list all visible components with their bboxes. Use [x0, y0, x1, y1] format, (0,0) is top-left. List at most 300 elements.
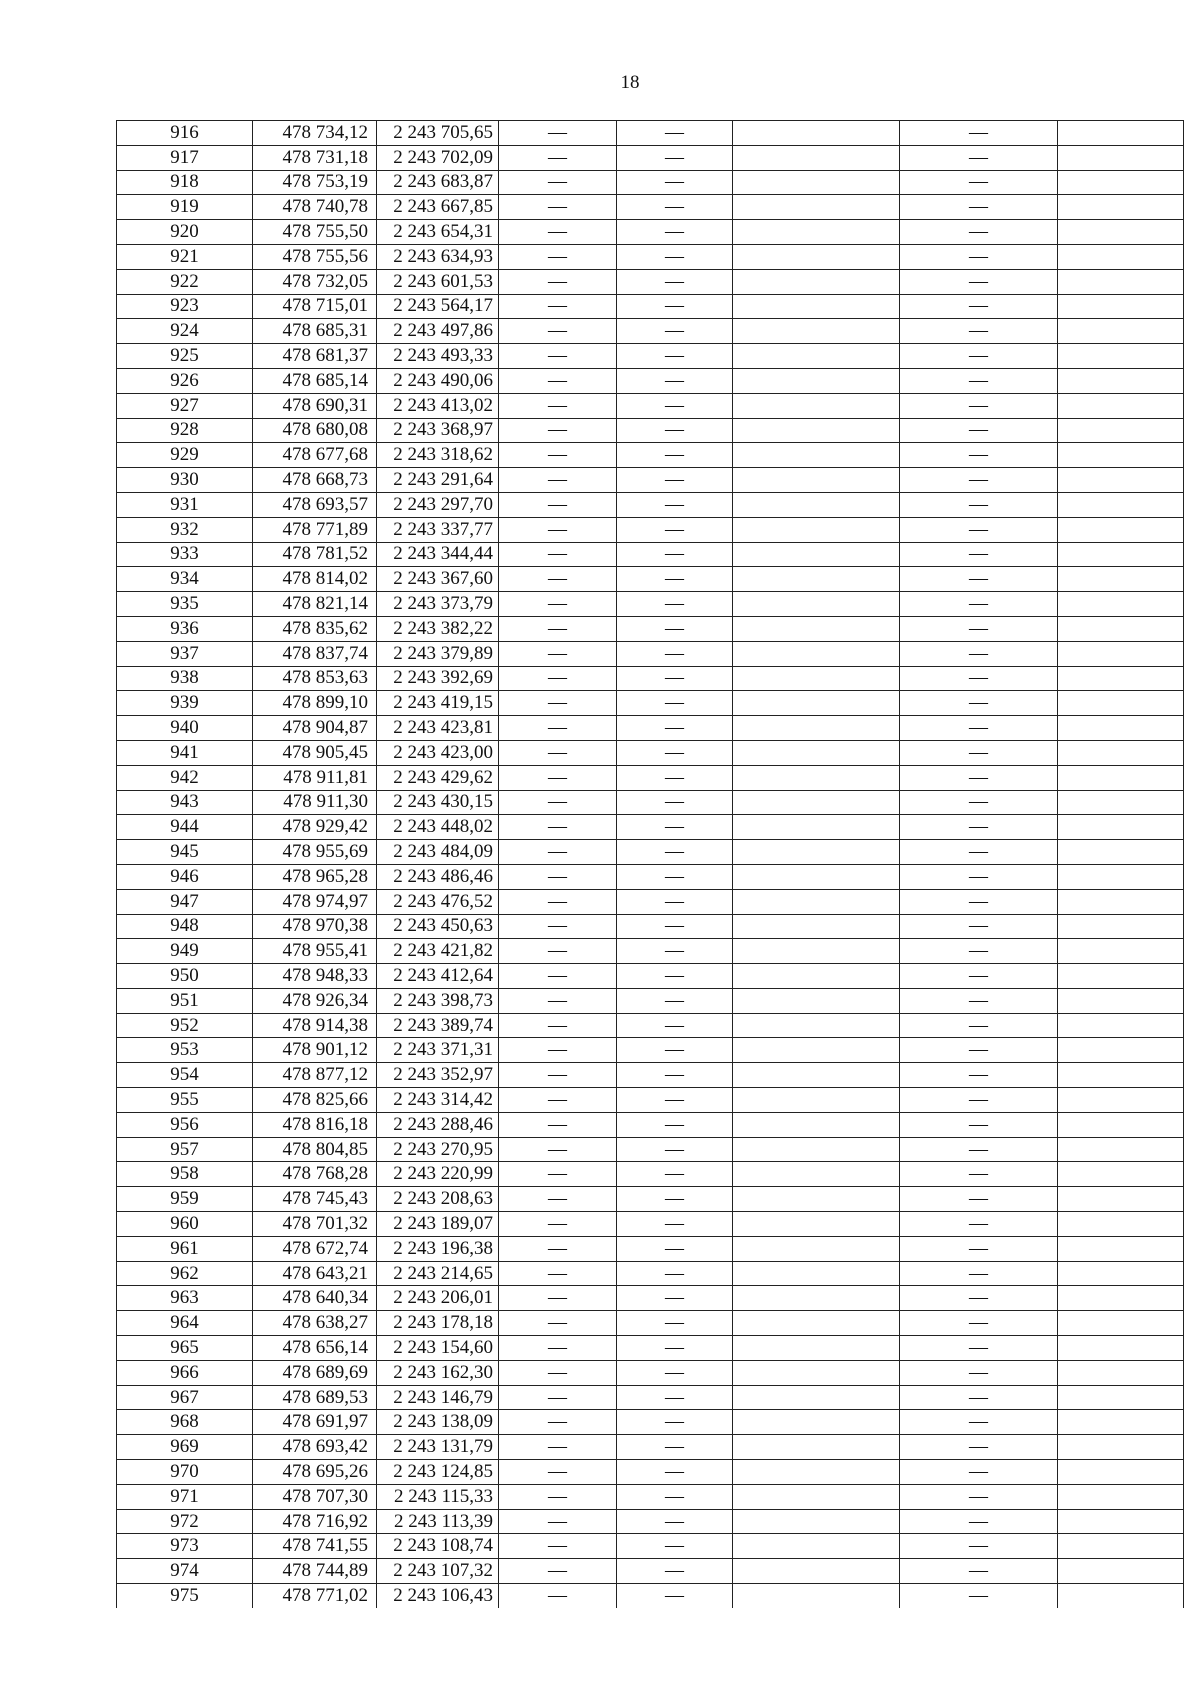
- dash-cell: —: [900, 443, 1058, 468]
- dash-cell: —: [617, 344, 733, 369]
- dash-cell: —: [499, 592, 617, 617]
- table-row: [117, 1162, 1184, 1187]
- dash-cell: —: [617, 691, 733, 716]
- table-row: [117, 468, 1184, 493]
- dash-cell: —: [900, 1460, 1058, 1485]
- dash-cell: —: [900, 1212, 1058, 1237]
- point-number-cell: 941: [117, 740, 253, 765]
- empty-cell: [733, 1261, 900, 1286]
- dash-cell: —: [499, 1336, 617, 1361]
- table-row: [117, 1013, 1184, 1038]
- dash-cell: —: [499, 517, 617, 542]
- table-row: [117, 121, 1184, 146]
- empty-cell: [1058, 765, 1184, 790]
- dash-cell: —: [900, 269, 1058, 294]
- dash-cell: —: [617, 740, 733, 765]
- y-coordinate-cell: 2 243 493,33: [377, 344, 499, 369]
- point-number-cell: 947: [117, 889, 253, 914]
- dash-cell: —: [900, 1584, 1058, 1608]
- x-coordinate-cell: 478 781,52: [253, 542, 377, 567]
- empty-cell: [1058, 1385, 1184, 1410]
- empty-cell: [1058, 1460, 1184, 1485]
- empty-cell: [733, 145, 900, 170]
- y-coordinate-cell: 2 243 497,86: [377, 319, 499, 344]
- empty-cell: [733, 121, 900, 146]
- empty-cell: [1058, 294, 1184, 319]
- y-coordinate-cell: 2 243 412,64: [377, 964, 499, 989]
- table-row: [117, 145, 1184, 170]
- dash-cell: —: [900, 1187, 1058, 1212]
- dash-cell: —: [499, 319, 617, 344]
- dash-cell: —: [900, 716, 1058, 741]
- table-row: [117, 592, 1184, 617]
- x-coordinate-cell: 478 837,74: [253, 641, 377, 666]
- empty-cell: [1058, 1435, 1184, 1460]
- dash-cell: —: [499, 1484, 617, 1509]
- empty-cell: [733, 716, 900, 741]
- y-coordinate-cell: 2 243 430,15: [377, 790, 499, 815]
- dash-cell: —: [617, 1162, 733, 1187]
- x-coordinate-cell: 478 877,12: [253, 1063, 377, 1088]
- dash-cell: —: [900, 517, 1058, 542]
- point-number-cell: 962: [117, 1261, 253, 1286]
- y-coordinate-cell: 2 243 429,62: [377, 765, 499, 790]
- empty-cell: [733, 1063, 900, 1088]
- point-number-cell: 925: [117, 344, 253, 369]
- empty-cell: [1058, 988, 1184, 1013]
- empty-cell: [733, 790, 900, 815]
- empty-cell: [1058, 1336, 1184, 1361]
- empty-cell: [733, 1286, 900, 1311]
- y-coordinate-cell: 2 243 371,31: [377, 1038, 499, 1063]
- point-number-cell: 937: [117, 641, 253, 666]
- point-number-cell: 916: [117, 121, 253, 146]
- point-number-cell: 920: [117, 220, 253, 245]
- table-row: [117, 740, 1184, 765]
- empty-cell: [1058, 443, 1184, 468]
- dash-cell: —: [900, 393, 1058, 418]
- x-coordinate-cell: 478 755,50: [253, 220, 377, 245]
- dash-cell: —: [499, 244, 617, 269]
- dash-cell: —: [900, 740, 1058, 765]
- empty-cell: [1058, 1137, 1184, 1162]
- dash-cell: —: [617, 319, 733, 344]
- dash-cell: —: [617, 1559, 733, 1584]
- empty-cell: [1058, 1261, 1184, 1286]
- dash-cell: —: [499, 1038, 617, 1063]
- point-number-cell: 936: [117, 616, 253, 641]
- empty-cell: [733, 1137, 900, 1162]
- table-row: [117, 964, 1184, 989]
- empty-cell: [733, 294, 900, 319]
- table-row: [117, 666, 1184, 691]
- point-number-cell: 938: [117, 666, 253, 691]
- y-coordinate-cell: 2 243 382,22: [377, 616, 499, 641]
- y-coordinate-cell: 2 243 352,97: [377, 1063, 499, 1088]
- table-row: [117, 1534, 1184, 1559]
- dash-cell: —: [900, 1137, 1058, 1162]
- y-coordinate-cell: 2 243 131,79: [377, 1435, 499, 1460]
- empty-cell: [1058, 790, 1184, 815]
- dash-cell: —: [499, 1584, 617, 1608]
- y-coordinate-cell: 2 243 297,70: [377, 492, 499, 517]
- empty-cell: [1058, 840, 1184, 865]
- point-number-cell: 933: [117, 542, 253, 567]
- dash-cell: —: [617, 145, 733, 170]
- dash-cell: —: [617, 1584, 733, 1608]
- dash-cell: —: [499, 1261, 617, 1286]
- empty-cell: [733, 1460, 900, 1485]
- empty-cell: [733, 1385, 900, 1410]
- point-number-cell: 931: [117, 492, 253, 517]
- point-number-cell: 948: [117, 914, 253, 939]
- dash-cell: —: [617, 1013, 733, 1038]
- coordinates-table-body: [117, 121, 1184, 1608]
- point-number-cell: 952: [117, 1013, 253, 1038]
- y-coordinate-cell: 2 243 705,65: [377, 121, 499, 146]
- table-row: [117, 1286, 1184, 1311]
- y-coordinate-cell: 2 243 107,32: [377, 1559, 499, 1584]
- dash-cell: —: [617, 1435, 733, 1460]
- empty-cell: [733, 666, 900, 691]
- empty-cell: [733, 1559, 900, 1584]
- empty-cell: [1058, 319, 1184, 344]
- point-number-cell: 968: [117, 1410, 253, 1435]
- x-coordinate-cell: 478 926,34: [253, 988, 377, 1013]
- dash-cell: —: [499, 864, 617, 889]
- dash-cell: —: [617, 1088, 733, 1113]
- dash-cell: —: [617, 294, 733, 319]
- x-coordinate-cell: 478 905,45: [253, 740, 377, 765]
- dash-cell: —: [617, 1038, 733, 1063]
- table-row: [117, 1112, 1184, 1137]
- x-coordinate-cell: 478 638,27: [253, 1311, 377, 1336]
- point-number-cell: 970: [117, 1460, 253, 1485]
- empty-cell: [733, 1038, 900, 1063]
- dash-cell: —: [900, 1038, 1058, 1063]
- dash-cell: —: [499, 145, 617, 170]
- dash-cell: —: [617, 1261, 733, 1286]
- table-row: [117, 1584, 1184, 1608]
- dash-cell: —: [499, 294, 617, 319]
- dash-cell: —: [900, 939, 1058, 964]
- y-coordinate-cell: 2 243 448,02: [377, 815, 499, 840]
- point-number-cell: 956: [117, 1112, 253, 1137]
- table-row: [117, 567, 1184, 592]
- empty-cell: [1058, 914, 1184, 939]
- x-coordinate-cell: 478 656,14: [253, 1336, 377, 1361]
- empty-cell: [733, 567, 900, 592]
- empty-cell: [1058, 740, 1184, 765]
- point-number-cell: 934: [117, 567, 253, 592]
- empty-cell: [733, 592, 900, 617]
- y-coordinate-cell: 2 243 398,73: [377, 988, 499, 1013]
- y-coordinate-cell: 2 243 196,38: [377, 1236, 499, 1261]
- empty-cell: [1058, 1212, 1184, 1237]
- dash-cell: —: [900, 294, 1058, 319]
- point-number-cell: 969: [117, 1435, 253, 1460]
- table-row: [117, 716, 1184, 741]
- empty-cell: [733, 988, 900, 1013]
- dash-cell: —: [900, 319, 1058, 344]
- point-number-cell: 943: [117, 790, 253, 815]
- empty-cell: [1058, 1088, 1184, 1113]
- y-coordinate-cell: 2 243 270,95: [377, 1137, 499, 1162]
- table-row: [117, 815, 1184, 840]
- empty-cell: [733, 765, 900, 790]
- dash-cell: —: [499, 666, 617, 691]
- point-number-cell: 929: [117, 443, 253, 468]
- dash-cell: —: [617, 1336, 733, 1361]
- x-coordinate-cell: 478 814,02: [253, 567, 377, 592]
- dash-cell: —: [617, 1137, 733, 1162]
- table-row: [117, 1261, 1184, 1286]
- empty-cell: [1058, 145, 1184, 170]
- empty-cell: [1058, 1534, 1184, 1559]
- dash-cell: —: [617, 492, 733, 517]
- x-coordinate-cell: 478 965,28: [253, 864, 377, 889]
- dash-cell: —: [499, 1212, 617, 1237]
- dash-cell: —: [900, 641, 1058, 666]
- x-coordinate-cell: 478 835,62: [253, 616, 377, 641]
- empty-cell: [1058, 368, 1184, 393]
- empty-cell: [1058, 889, 1184, 914]
- empty-cell: [1058, 195, 1184, 220]
- x-coordinate-cell: 478 680,08: [253, 418, 377, 443]
- empty-cell: [1058, 815, 1184, 840]
- x-coordinate-cell: 478 744,89: [253, 1559, 377, 1584]
- point-number-cell: 921: [117, 244, 253, 269]
- empty-cell: [1058, 1013, 1184, 1038]
- point-number-cell: 959: [117, 1187, 253, 1212]
- x-coordinate-cell: 478 701,32: [253, 1212, 377, 1237]
- x-coordinate-cell: 478 911,30: [253, 790, 377, 815]
- empty-cell: [733, 889, 900, 914]
- table-row: [117, 393, 1184, 418]
- x-coordinate-cell: 478 955,41: [253, 939, 377, 964]
- dash-cell: —: [617, 716, 733, 741]
- point-number-cell: 955: [117, 1088, 253, 1113]
- empty-cell: [733, 393, 900, 418]
- point-number-cell: 953: [117, 1038, 253, 1063]
- dash-cell: —: [499, 443, 617, 468]
- x-coordinate-cell: 478 901,12: [253, 1038, 377, 1063]
- dash-cell: —: [900, 914, 1058, 939]
- empty-cell: [733, 691, 900, 716]
- x-coordinate-cell: 478 821,14: [253, 592, 377, 617]
- empty-cell: [1058, 1063, 1184, 1088]
- dash-cell: —: [499, 1559, 617, 1584]
- y-coordinate-cell: 2 243 564,17: [377, 294, 499, 319]
- y-coordinate-cell: 2 243 667,85: [377, 195, 499, 220]
- x-coordinate-cell: 478 804,85: [253, 1137, 377, 1162]
- dash-cell: —: [900, 220, 1058, 245]
- empty-cell: [733, 1534, 900, 1559]
- dash-cell: —: [617, 1286, 733, 1311]
- dash-cell: —: [617, 1236, 733, 1261]
- empty-cell: [1058, 964, 1184, 989]
- x-coordinate-cell: 478 732,05: [253, 269, 377, 294]
- x-coordinate-cell: 478 716,92: [253, 1509, 377, 1534]
- y-coordinate-cell: 2 243 601,53: [377, 269, 499, 294]
- empty-cell: [733, 914, 900, 939]
- empty-cell: [733, 492, 900, 517]
- empty-cell: [1058, 1187, 1184, 1212]
- table-row: [117, 542, 1184, 567]
- empty-cell: [733, 1509, 900, 1534]
- dash-cell: —: [617, 939, 733, 964]
- dash-cell: —: [617, 244, 733, 269]
- empty-cell: [733, 1435, 900, 1460]
- empty-cell: [733, 939, 900, 964]
- table-row: [117, 1385, 1184, 1410]
- dash-cell: —: [900, 1435, 1058, 1460]
- table-row: [117, 616, 1184, 641]
- point-number-cell: 963: [117, 1286, 253, 1311]
- point-number-cell: 923: [117, 294, 253, 319]
- x-coordinate-cell: 478 825,66: [253, 1088, 377, 1113]
- dash-cell: —: [900, 790, 1058, 815]
- dash-cell: —: [900, 145, 1058, 170]
- empty-cell: [1058, 344, 1184, 369]
- empty-cell: [733, 840, 900, 865]
- dash-cell: —: [499, 220, 617, 245]
- y-coordinate-cell: 2 243 214,65: [377, 1261, 499, 1286]
- table-row: [117, 294, 1184, 319]
- y-coordinate-cell: 2 243 368,97: [377, 418, 499, 443]
- dash-cell: —: [499, 1435, 617, 1460]
- x-coordinate-cell: 478 693,42: [253, 1435, 377, 1460]
- point-number-cell: 950: [117, 964, 253, 989]
- point-number-cell: 967: [117, 1385, 253, 1410]
- x-coordinate-cell: 478 768,28: [253, 1162, 377, 1187]
- dash-cell: —: [617, 195, 733, 220]
- point-number-cell: 960: [117, 1212, 253, 1237]
- empty-cell: [733, 542, 900, 567]
- empty-cell: [733, 641, 900, 666]
- point-number-cell: 932: [117, 517, 253, 542]
- dash-cell: —: [900, 840, 1058, 865]
- dash-cell: —: [900, 1286, 1058, 1311]
- x-coordinate-cell: 478 640,34: [253, 1286, 377, 1311]
- dash-cell: —: [900, 1336, 1058, 1361]
- point-number-cell: 966: [117, 1360, 253, 1385]
- dash-cell: —: [617, 393, 733, 418]
- dash-cell: —: [617, 121, 733, 146]
- dash-cell: —: [900, 1559, 1058, 1584]
- point-number-cell: 945: [117, 840, 253, 865]
- dash-cell: —: [900, 964, 1058, 989]
- dash-cell: —: [499, 393, 617, 418]
- dash-cell: —: [617, 592, 733, 617]
- empty-cell: [1058, 393, 1184, 418]
- x-coordinate-cell: 478 695,26: [253, 1460, 377, 1485]
- point-number-cell: 971: [117, 1484, 253, 1509]
- table-row: [117, 1187, 1184, 1212]
- point-number-cell: 975: [117, 1584, 253, 1608]
- x-coordinate-cell: 478 745,43: [253, 1187, 377, 1212]
- x-coordinate-cell: 478 672,74: [253, 1236, 377, 1261]
- empty-cell: [733, 344, 900, 369]
- dash-cell: —: [617, 542, 733, 567]
- x-coordinate-cell: 478 955,69: [253, 840, 377, 865]
- y-coordinate-cell: 2 243 113,39: [377, 1509, 499, 1534]
- dash-cell: —: [900, 592, 1058, 617]
- dash-cell: —: [617, 1410, 733, 1435]
- y-coordinate-cell: 2 243 288,46: [377, 1112, 499, 1137]
- dash-cell: —: [617, 567, 733, 592]
- empty-cell: [733, 1410, 900, 1435]
- empty-cell: [733, 220, 900, 245]
- point-number-cell: 958: [117, 1162, 253, 1187]
- dash-cell: —: [499, 691, 617, 716]
- coordinates-table: [116, 120, 1184, 1608]
- dash-cell: —: [617, 765, 733, 790]
- dash-cell: —: [617, 641, 733, 666]
- dash-cell: —: [499, 1509, 617, 1534]
- dash-cell: —: [617, 220, 733, 245]
- empty-cell: [733, 1484, 900, 1509]
- dash-cell: —: [617, 517, 733, 542]
- dash-cell: —: [617, 1509, 733, 1534]
- empty-cell: [1058, 517, 1184, 542]
- x-coordinate-cell: 478 734,12: [253, 121, 377, 146]
- dash-cell: —: [900, 765, 1058, 790]
- point-number-cell: 930: [117, 468, 253, 493]
- table-row: [117, 220, 1184, 245]
- empty-cell: [1058, 1360, 1184, 1385]
- dash-cell: —: [499, 815, 617, 840]
- dash-cell: —: [499, 914, 617, 939]
- empty-cell: [733, 1336, 900, 1361]
- dash-cell: —: [617, 368, 733, 393]
- empty-cell: [733, 195, 900, 220]
- dash-cell: —: [617, 443, 733, 468]
- x-coordinate-cell: 478 690,31: [253, 393, 377, 418]
- dash-cell: —: [900, 418, 1058, 443]
- dash-cell: —: [900, 567, 1058, 592]
- dash-cell: —: [617, 889, 733, 914]
- y-coordinate-cell: 2 243 392,69: [377, 666, 499, 691]
- empty-cell: [1058, 468, 1184, 493]
- y-coordinate-cell: 2 243 379,89: [377, 641, 499, 666]
- table-row: [117, 368, 1184, 393]
- dash-cell: —: [617, 1311, 733, 1336]
- point-number-cell: 957: [117, 1137, 253, 1162]
- y-coordinate-cell: 2 243 344,44: [377, 542, 499, 567]
- dash-cell: —: [900, 1088, 1058, 1113]
- dash-cell: —: [617, 666, 733, 691]
- empty-cell: [1058, 592, 1184, 617]
- dash-cell: —: [900, 170, 1058, 195]
- y-coordinate-cell: 2 243 389,74: [377, 1013, 499, 1038]
- y-coordinate-cell: 2 243 486,46: [377, 864, 499, 889]
- y-coordinate-cell: 2 243 115,33: [377, 1484, 499, 1509]
- x-coordinate-cell: 478 677,68: [253, 443, 377, 468]
- dash-cell: —: [617, 1534, 733, 1559]
- dash-cell: —: [900, 616, 1058, 641]
- dash-cell: —: [900, 244, 1058, 269]
- x-coordinate-cell: 478 689,69: [253, 1360, 377, 1385]
- dash-cell: —: [499, 889, 617, 914]
- table-row: [117, 765, 1184, 790]
- dash-cell: —: [499, 939, 617, 964]
- empty-cell: [733, 740, 900, 765]
- x-coordinate-cell: 478 643,21: [253, 1261, 377, 1286]
- dash-cell: —: [499, 1410, 617, 1435]
- dash-cell: —: [900, 1360, 1058, 1385]
- dash-cell: —: [900, 1311, 1058, 1336]
